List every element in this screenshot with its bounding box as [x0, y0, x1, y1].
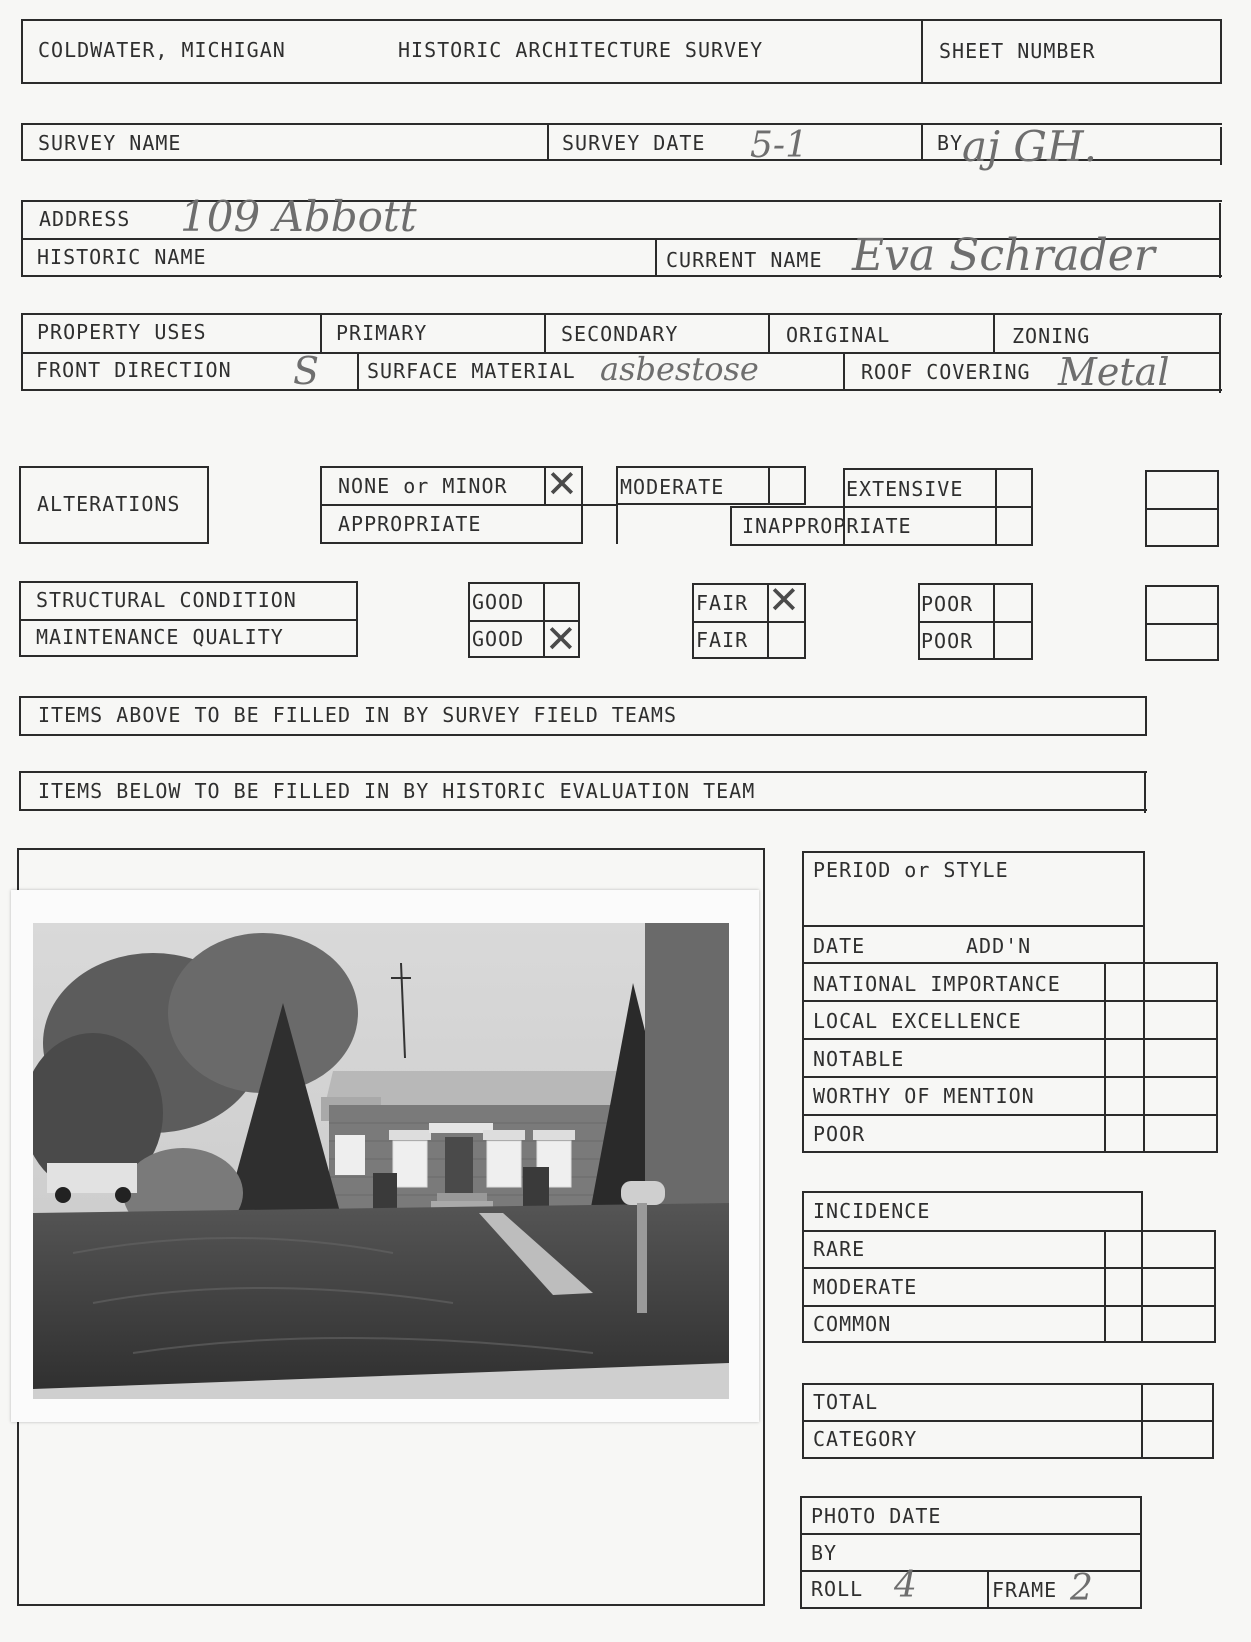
- survey-by-label: BY: [937, 131, 964, 155]
- photo-by-label: BY: [811, 1541, 838, 1565]
- property-col-1: [320, 313, 322, 352]
- zoning-label: ZONING: [1012, 324, 1091, 348]
- current-name-label: CURRENT NAME: [666, 248, 823, 272]
- structural-good-label: GOOD: [472, 590, 525, 614]
- header-divider: [921, 19, 923, 84]
- condition-label-divider: [19, 619, 358, 621]
- address-label: ADDRESS: [39, 207, 131, 231]
- original-label: ORIGINAL: [786, 323, 891, 347]
- surface-material-label: SURFACE MATERIAL: [367, 359, 576, 383]
- survey-date-value: 5-1: [750, 125, 808, 166]
- house-photo-card: [11, 890, 759, 1422]
- alt-appropriate-end: [616, 504, 618, 544]
- eval-right-edge: [1216, 962, 1218, 1153]
- survey-divider-1: [547, 123, 549, 161]
- eval-period-bottom: [802, 925, 1145, 927]
- eval-row-1: [802, 1000, 1217, 1002]
- survey-right-edge: [1220, 127, 1222, 165]
- period-style-label: PERIOD or STYLE: [813, 858, 1009, 882]
- alt-appropriate-label: APPROPRIATE: [338, 512, 482, 536]
- survey-by-value: aj GH.: [962, 122, 1097, 171]
- eval-score-col: [1104, 962, 1106, 1153]
- roll-value: 4: [894, 1565, 917, 1606]
- alt-none-minor-check[interactable]: ✕: [546, 462, 578, 506]
- alt-moderate-label: MODERATE: [620, 475, 725, 499]
- alterations-label: ALTERATIONS: [37, 492, 181, 516]
- worthy-of-mention-label: WORTHY OF MENTION: [813, 1084, 1035, 1108]
- front-direction-value: S: [293, 349, 320, 393]
- property-col-4: [993, 313, 995, 352]
- condition-score-divider: [1145, 623, 1219, 625]
- frame-label: FRAME: [992, 1578, 1058, 1602]
- maintenance-poor-label: POOR: [921, 629, 974, 653]
- eval-row-3: [802, 1076, 1217, 1078]
- eval-row-2: [802, 1038, 1217, 1040]
- alt-right-row: [730, 506, 1033, 508]
- structural-condition-label: STRUCTURAL CONDITION: [36, 588, 297, 612]
- city-label: COLDWATER, MICHIGAN: [38, 38, 286, 62]
- property-right-edge: [1219, 315, 1221, 393]
- alterations-score-divider: [1145, 508, 1219, 510]
- eval-addn-label: ADD'N: [966, 934, 1032, 958]
- items-above-right-edge: [1145, 696, 1147, 736]
- common-label: COMMON: [813, 1312, 892, 1336]
- total-row-divider: [802, 1420, 1214, 1422]
- survey-title: HISTORIC ARCHITECTURE SURVEY: [398, 38, 764, 62]
- current-name-value: Eva Schrader: [852, 230, 1155, 281]
- sheet-number-label: SHEET NUMBER: [939, 39, 1096, 63]
- rare-label: RARE: [813, 1237, 866, 1261]
- eval-row-4: [802, 1114, 1217, 1116]
- roll-label: ROLL: [811, 1577, 864, 1601]
- structural-fair-label: FAIR: [696, 591, 749, 615]
- maintenance-quality-label: MAINTENANCE QUALITY: [36, 625, 284, 649]
- total-score-col: [1141, 1383, 1143, 1459]
- roof-covering-label: ROOF COVERING: [861, 360, 1031, 384]
- incidence-score-col: [1104, 1230, 1106, 1343]
- alt-none-minor-label: NONE or MINOR: [338, 474, 508, 498]
- alt-extensive-label: EXTENSIVE: [846, 477, 964, 501]
- frame-value: 2: [1070, 1568, 1093, 1609]
- survey-date-label: SURVEY DATE: [562, 131, 706, 155]
- secondary-label: SECONDARY: [561, 322, 679, 346]
- alt-inappropriate-start: [730, 506, 732, 546]
- address-right-edge: [1219, 203, 1221, 278]
- poor-divider: [918, 621, 1033, 623]
- house-photograph: [33, 923, 729, 1399]
- property-col-2: [544, 313, 546, 352]
- incidence-label: INCIDENCE: [813, 1199, 931, 1223]
- incidence-moderate-label: MODERATE: [813, 1275, 918, 1299]
- photo-date-label: PHOTO DATE: [811, 1504, 942, 1528]
- maintenance-good-label: GOOD: [472, 627, 525, 651]
- front-direction-label: FRONT DIRECTION: [36, 358, 232, 382]
- alt-inappropriate-bottom: [730, 544, 845, 546]
- notable-label: NOTABLE: [813, 1047, 905, 1071]
- incidence-row-2: [802, 1267, 1215, 1269]
- alt-inappropriate-label: INAPPROPRIATE: [742, 514, 912, 538]
- eval-date-label: DATE: [813, 934, 866, 958]
- alt-extensive-checkbox-divider: [995, 468, 997, 546]
- photo-area-top: [17, 848, 765, 850]
- incidence-row-1: [802, 1230, 1215, 1232]
- poor-checkbox-divider: [993, 583, 995, 660]
- primary-label: PRIMARY: [336, 321, 428, 345]
- property-uses-label: PROPERTY USES: [37, 320, 207, 344]
- items-below-note: ITEMS BELOW TO BE FILLED IN BY HISTORIC EVALUATION TEAM: [38, 779, 756, 803]
- structural-fair-check[interactable]: ✕: [768, 578, 800, 622]
- roll-frame-divider: [987, 1570, 989, 1609]
- maintenance-good-check[interactable]: ✕: [545, 617, 577, 661]
- national-importance-label: NATIONAL IMPORTANCE: [813, 972, 1061, 996]
- historic-name-label: HISTORIC NAME: [37, 245, 207, 269]
- eval-row-5: [1104, 1151, 1217, 1153]
- structural-poor-label: POOR: [921, 592, 974, 616]
- property-col-5: [357, 352, 359, 391]
- property-col-6: [843, 352, 845, 391]
- survey-name-label: SURVEY NAME: [38, 131, 182, 155]
- photo-info-row-1: [800, 1533, 1142, 1535]
- incidence-row-4: [1104, 1341, 1215, 1343]
- roof-covering-value: Metal: [1058, 350, 1170, 394]
- incidence-row-3: [802, 1305, 1215, 1307]
- property-col-3: [768, 313, 770, 352]
- address-name-divider: [655, 238, 657, 277]
- address-value: 109 Abbott: [180, 192, 417, 241]
- items-below-right-edge: [1144, 773, 1146, 813]
- eval-date-bottom: [802, 962, 1217, 964]
- category-label: CATEGORY: [813, 1427, 918, 1451]
- surface-material-value: asbestose: [600, 350, 759, 388]
- incidence-right-edge: [1214, 1230, 1216, 1343]
- maintenance-fair-label: FAIR: [696, 628, 749, 652]
- total-label: TOTAL: [813, 1390, 879, 1414]
- local-excellence-label: LOCAL EXCELLENCE: [813, 1009, 1022, 1033]
- alt-moderate-checkbox-divider: [768, 466, 770, 505]
- items-above-note: ITEMS ABOVE TO BE FILLED IN BY SURVEY FIELD TEAMS: [38, 703, 678, 727]
- survey-divider-2: [921, 123, 923, 161]
- eval-poor-label: POOR: [813, 1122, 866, 1146]
